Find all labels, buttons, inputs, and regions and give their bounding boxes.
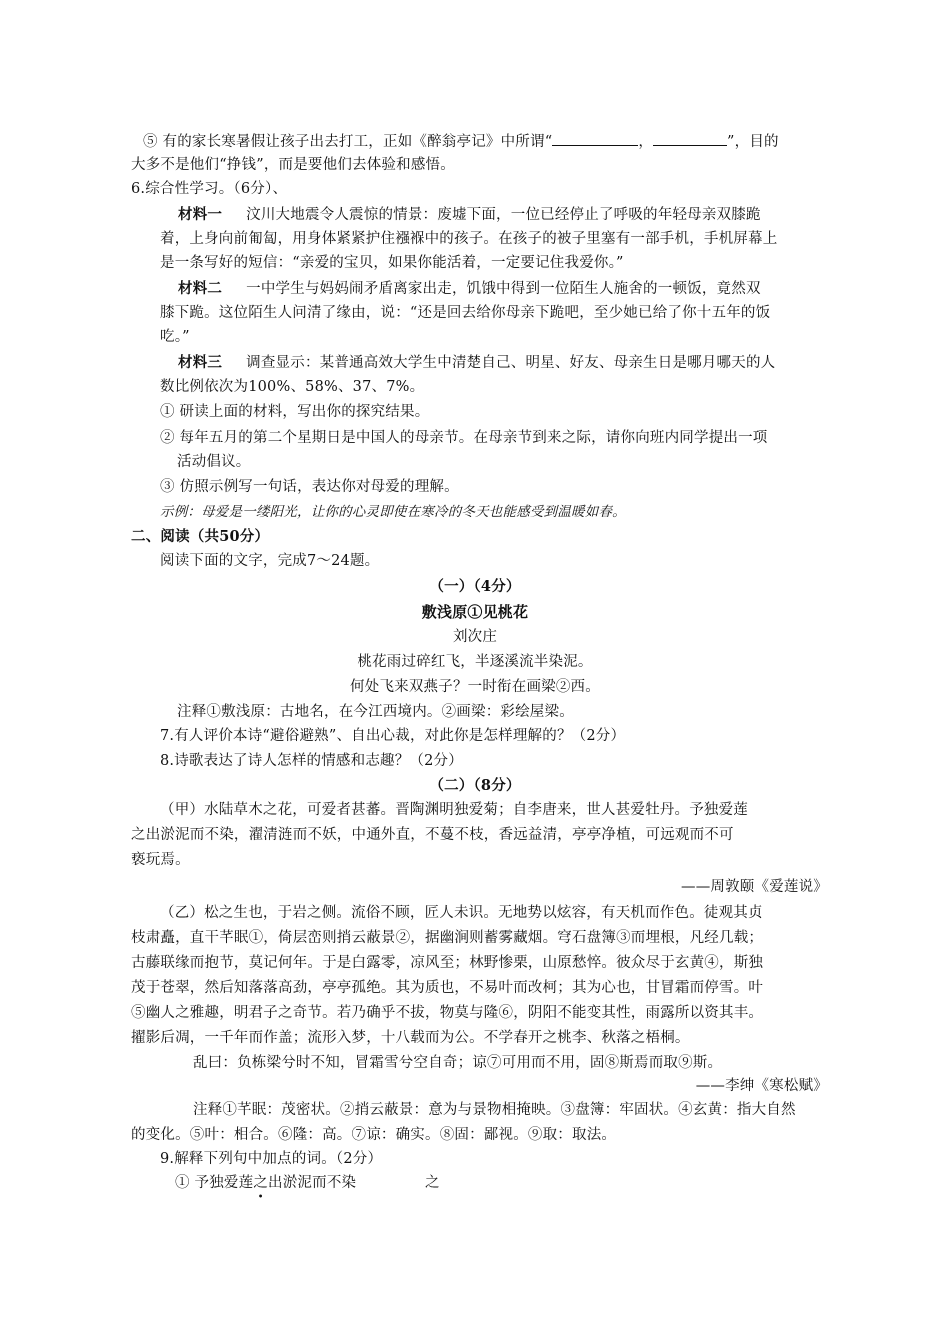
- answer-blank-2[interactable]: [653, 131, 727, 146]
- material-2-line3: 吃。”: [160, 329, 190, 345]
- text-a-line3: 亵玩焉。: [131, 852, 190, 868]
- q5-text-post: ”，目的: [727, 134, 779, 150]
- q5-line1: [143, 131, 779, 152]
- answer-blank-1[interactable]: [552, 131, 638, 146]
- text-a-line2: 之出淤泥而不染，濯清涟而不妖，中通外直，不蔓不枝，香远益清，亭亭净植，可远观而不可: [131, 827, 734, 843]
- q9-item1-text-a: ① 予独爱莲: [175, 1175, 254, 1191]
- text-a-source: ——周敦颐《爱莲说》: [681, 879, 828, 895]
- material-2-line1: [178, 279, 761, 299]
- q5-text-mid: ，: [638, 134, 654, 150]
- material-1-label: 材料一: [178, 206, 223, 223]
- poem-line-2: 何处飞来双燕子？一时衔在画梁②西。: [350, 679, 600, 695]
- material-3-text: 调查显示：某普通高效大学生中清楚自己、明星、好友、母亲生日是哪月哪天的人: [246, 355, 776, 371]
- q6-title: 6.综合性学习。（6分）、: [131, 181, 288, 197]
- task-2-line2: 活动倡议。: [177, 454, 251, 470]
- material-2-line2: 膝下跪。这位陌生人问清了缘由，说：“还是回去给你母亲下跪吧，至少她已给了你十五年的饭: [160, 305, 771, 321]
- poem-title: 敷浅原①见桃花: [421, 603, 529, 621]
- q5-text-pre: ⑤ 有的家长寒暑假让孩子出去打工，正如《醉翁亭记》中所谓“: [143, 134, 553, 150]
- text-b-line6: 擢影后凋，一千年而作盖；流形入梦，十八载而为公。不学春开之桃李、秋落之梧桐。: [131, 1030, 690, 1046]
- q9-item1-text-b: 出淤泥而不染: [268, 1175, 357, 1191]
- text-b-source: ——李绅《寒松赋》: [695, 1078, 828, 1094]
- material-2-text: 一中学生与妈妈闹矛盾离家出走，饥饿中得到一位陌生人施舍的一顿饭，竟然双: [246, 281, 761, 297]
- material-1-line2: 着，上身向前匍匐，用身体紧紧护住襁褓中的孩子。在孩子的被子里塞有一部手机，手机屏幕上: [160, 231, 778, 247]
- text-b-line4: 茂于苍翠，然后知落落高劲，亭亭孤绝。其为质也，不易叶而改柯；其为心也，甘冒霜而停雪。叶: [131, 980, 764, 996]
- text-b-line5: ⑤幽人之雅趣，明君子之奇节。若乃确乎不拔，物莫与隆⑥，阴阳不能变其性，雨露所以资其丰。: [131, 1005, 764, 1021]
- section-2-heading: 二、阅读（共50分）: [131, 528, 270, 545]
- task-2-line1: ② 每年五月的第二个星期日是中国人的母亲节。在母亲节到来之际，请你向班内同学提出一项: [160, 430, 768, 446]
- part-1-heading: （一）（4分）: [429, 578, 521, 595]
- question-9: 9.解释下列句中加点的词。（2分）: [160, 1151, 383, 1167]
- part-2-heading: （二）（8分）: [429, 777, 521, 794]
- dotted-word: 之: [253, 1175, 269, 1191]
- text-b-note-line1: 注释①芊眠：茂密状。②捎云蔽景：意为与景物相掩映。③盘簿：牢固状。④玄黄：指大自然: [193, 1102, 796, 1118]
- question-7: 7.有人评价本诗“避俗避熟”、自出心裁，对此你是怎样理解的？（2分）: [160, 728, 626, 744]
- example-sentence: 示例：母爱是一缕阳光，让你的心灵即使在寒冷的冬天也能感受到温暖如春。: [160, 504, 626, 520]
- section-2-intro: 阅读下面的文字，完成7～24题。: [160, 553, 380, 569]
- material-3-line1: [178, 353, 775, 373]
- q5-line2: 大多不是他们“挣钱”，而是要他们去体验和感悟。: [131, 157, 455, 173]
- text-b-line1: （乙）松之生也，于岩之侧。流俗不顾，匠人未识。无地势以炫容，有天机而作色。徒观其贞: [160, 905, 763, 921]
- question-9-item-1: [175, 1173, 356, 1193]
- material-3-line2: 数比例依次为100%、58%、37、7%。: [160, 379, 425, 395]
- text-b-line7: 乱曰：负栋梁兮时不知，冒霜雪兮空自奇；谅⑦可用而不用，固⑧斯焉而取⑨斯。: [193, 1055, 723, 1071]
- task-1: ① 研读上面的材料，写出你的探究结果。: [160, 404, 430, 420]
- material-2-label: 材料二: [178, 280, 223, 297]
- material-3-label: 材料三: [178, 354, 223, 371]
- poem-line-1: 桃花雨过碎红飞，半逐溪流半染泥。: [357, 654, 593, 670]
- text-b-line3: 古藤联缘而抱节，莫记何年。于是白露零，凉风至；林野惨栗，山原愁悴。彼众尽于玄黄④，斯独: [131, 955, 764, 971]
- material-1-line3: 是一条写好的短信：“亲爱的宝贝，如果你能活着，一定要记住我爱你。”: [160, 255, 624, 271]
- q9-item1-answer-word: 之: [425, 1175, 440, 1191]
- question-8: 8.诗歌表达了诗人怎样的情感和志趣？（2分）: [160, 753, 463, 769]
- poem-author: 刘次庄: [452, 629, 498, 645]
- material-1-line1: [178, 205, 761, 225]
- poem-note: 注释①敷浅原：古地名，在今江西境内。②画梁：彩绘屋梁。: [177, 704, 574, 720]
- text-a-line1: （甲）水陆草木之花，可爱者甚蕃。晋陶渊明独爱菊；自李唐来，世人甚爱牡丹。予独爱莲: [160, 802, 748, 818]
- task-3: ③ 仿照示例写一句话，表达你对母爱的理解。: [160, 479, 459, 495]
- text-b-note-line2: 的变化。⑤叶：相合。⑥隆：高。⑦谅：确实。⑧固：鄙视。⑨取：取法。: [131, 1127, 617, 1143]
- text-b-line2: 枝肃矗，直干芊眠①，倚层峦则捎云蔽景②，据幽涧则蓄雾藏烟。穹石盘簿③而埋根，凡经几载；: [131, 930, 764, 946]
- material-1-text: 汶川大地震令人震惊的情景：废墟下面，一位已经停止了呼吸的年轻母亲双膝跪: [246, 207, 761, 223]
